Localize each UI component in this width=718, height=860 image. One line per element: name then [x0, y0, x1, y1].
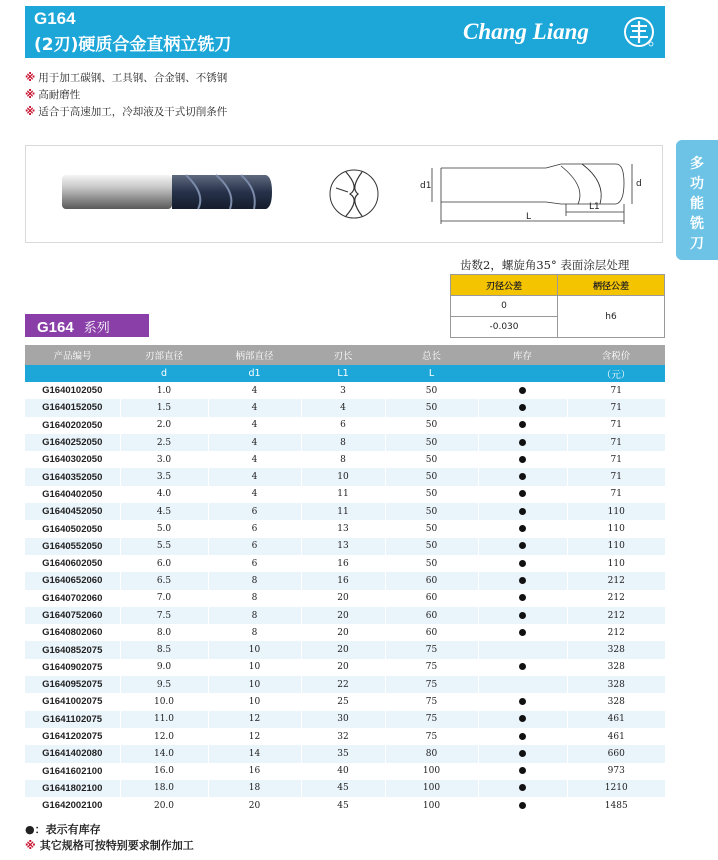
cell-shank-diameter: 8: [208, 572, 301, 589]
in-stock-dot-icon: [519, 542, 526, 549]
feature-item: [25, 70, 227, 87]
table-row: [25, 451, 665, 468]
cell-product-code: G1640902075: [25, 659, 120, 676]
col-symbol: L: [385, 365, 478, 382]
cell-shank-diameter: 16: [208, 763, 301, 780]
footnotes: [25, 822, 194, 854]
col-symbol: d1: [208, 365, 301, 382]
cell-overall-length: 50: [385, 503, 478, 520]
in-stock-dot-icon: [519, 663, 526, 670]
in-stock-dot-icon: [519, 715, 526, 722]
side-char: 能: [690, 196, 704, 212]
col-header: 总长: [385, 345, 478, 365]
cell-stock: [478, 382, 567, 399]
cell-shank-diameter: 10: [208, 659, 301, 676]
cell-blade-diameter: 10.0: [120, 693, 208, 710]
cell-price: 328: [567, 676, 665, 693]
cell-price: 212: [567, 572, 665, 589]
cell-flute-length: 13: [301, 520, 385, 537]
cell-price: 461: [567, 728, 665, 745]
spec-caption: 齿数2，螺旋角35° 表面涂层处理: [460, 258, 630, 272]
tol-shank-value: h6: [558, 296, 665, 338]
brand-name: Chang Liang: [463, 19, 589, 44]
table-row: [25, 417, 665, 434]
cell-flute-length: 20: [301, 641, 385, 658]
table-row: [25, 711, 665, 728]
cell-price: 110: [567, 555, 665, 572]
cell-price: 328: [567, 641, 665, 658]
cell-flute-length: 10: [301, 468, 385, 485]
cell-price: 212: [567, 607, 665, 624]
cell-stock: [478, 728, 567, 745]
cell-blade-diameter: 9.5: [120, 676, 208, 693]
table-row: [25, 503, 665, 520]
table-row: [25, 538, 665, 555]
cell-overall-length: 50: [385, 486, 478, 503]
cell-blade-diameter: 11.0: [120, 711, 208, 728]
footnote-text: ：表示有库存: [34, 823, 101, 836]
cell-stock: [478, 745, 567, 762]
in-stock-dot-icon: [519, 560, 526, 567]
cell-shank-diameter: 10: [208, 676, 301, 693]
col-symbol: d: [120, 365, 208, 382]
cell-overall-length: 50: [385, 538, 478, 555]
table-row: [25, 399, 665, 416]
cell-flute-length: 6: [301, 417, 385, 434]
in-stock-dot-icon: [519, 439, 526, 446]
cell-blade-diameter: 2.5: [120, 434, 208, 451]
side-char: 刀: [690, 236, 704, 252]
cell-product-code: G1640402050: [25, 486, 120, 503]
cell-shank-diameter: 14: [208, 745, 301, 762]
cell-price: 973: [567, 763, 665, 780]
cell-price: 71: [567, 468, 665, 485]
dimension-drawing: [432, 164, 632, 224]
cell-shank-diameter: 20: [208, 797, 301, 814]
cell-blade-diameter: 3.0: [120, 451, 208, 468]
cell-price: 461: [567, 711, 665, 728]
category-side-text: [676, 154, 718, 254]
cell-stock: [478, 572, 567, 589]
in-stock-dot-icon: [519, 594, 526, 601]
cell-shank-diameter: 8: [208, 607, 301, 624]
table-row: [25, 676, 665, 693]
in-stock-dot-icon: [519, 473, 526, 480]
cell-stock: [478, 468, 567, 485]
cell-blade-diameter: 5.0: [120, 520, 208, 537]
cell-overall-length: 75: [385, 676, 478, 693]
cell-product-code: G1641002075: [25, 693, 120, 710]
dim-label-l1: L1: [589, 202, 600, 212]
cell-price: 110: [567, 503, 665, 520]
cell-overall-length: 100: [385, 763, 478, 780]
cell-price: 71: [567, 399, 665, 416]
col-header: 含税价: [567, 345, 665, 365]
cell-blade-diameter: 4.5: [120, 503, 208, 520]
cell-flute-length: 45: [301, 780, 385, 797]
cell-flute-length: 20: [301, 624, 385, 641]
cell-product-code: G1640352050: [25, 468, 120, 485]
feature-mark: ※: [25, 89, 36, 101]
cell-overall-length: 75: [385, 641, 478, 658]
cell-overall-length: 50: [385, 417, 478, 434]
product-title: (2刃)硬质合金直柄立铣刀: [34, 35, 232, 55]
table-row: [25, 659, 665, 676]
in-stock-dot-icon: [519, 612, 526, 619]
cell-overall-length: 50: [385, 451, 478, 468]
col-header: 产品编号: [25, 345, 120, 365]
cell-shank-diameter: 6: [208, 520, 301, 537]
cell-shank-diameter: 4: [208, 399, 301, 416]
cell-product-code: G1640452050: [25, 503, 120, 520]
cell-shank-diameter: 4: [208, 382, 301, 399]
cell-price: 212: [567, 624, 665, 641]
table-row: [25, 572, 665, 589]
table-symbol-row: [25, 365, 665, 382]
table-row: [25, 624, 665, 641]
cell-blade-diameter: 8.5: [120, 641, 208, 658]
cell-product-code: G1641802100: [25, 780, 120, 797]
feature-item: [25, 87, 227, 104]
in-stock-dot-icon: [519, 629, 526, 636]
cell-shank-diameter: 4: [208, 434, 301, 451]
cell-overall-length: 50: [385, 434, 478, 451]
cell-stock: [478, 451, 567, 468]
cell-product-code: G1640652060: [25, 572, 120, 589]
cell-stock: [478, 486, 567, 503]
cell-flute-length: 16: [301, 572, 385, 589]
dim-label-l: L: [526, 212, 532, 222]
cell-flute-length: 11: [301, 503, 385, 520]
cell-product-code: G1640852075: [25, 641, 120, 658]
col-symbol: L1: [301, 365, 385, 382]
cell-product-code: G1641402080: [25, 745, 120, 762]
spec-table: [25, 345, 665, 814]
cell-flute-length: 3: [301, 382, 385, 399]
cell-flute-length: 20: [301, 590, 385, 607]
footnote-text: 其它规格可按特别要求制作加工: [39, 839, 194, 852]
cell-blade-diameter: 4.0: [120, 486, 208, 503]
cell-flute-length: 22: [301, 676, 385, 693]
cell-blade-diameter: 9.0: [120, 659, 208, 676]
cell-stock: [478, 503, 567, 520]
feature-mark: ※: [25, 72, 36, 84]
cell-product-code: G1640252050: [25, 434, 120, 451]
tolerance-table: [450, 274, 665, 338]
cell-blade-diameter: 1.0: [120, 382, 208, 399]
table-row: [25, 607, 665, 624]
cell-overall-length: 100: [385, 797, 478, 814]
table-row: [25, 641, 665, 658]
table-row: [25, 434, 665, 451]
cell-blade-diameter: 2.0: [120, 417, 208, 434]
table-row: [25, 486, 665, 503]
cell-shank-diameter: 10: [208, 693, 301, 710]
cell-overall-length: 75: [385, 659, 478, 676]
side-char: 铣: [690, 216, 704, 232]
cell-stock: [478, 399, 567, 416]
feature-text: 高耐磨性: [38, 89, 81, 101]
cell-stock: [478, 780, 567, 797]
cell-shank-diameter: 8: [208, 590, 301, 607]
side-char: 功: [690, 176, 704, 192]
cell-stock: [478, 624, 567, 641]
table-row: [25, 797, 665, 814]
cell-product-code: G1641202075: [25, 728, 120, 745]
cell-blade-diameter: 5.5: [120, 538, 208, 555]
cell-flute-length: 20: [301, 659, 385, 676]
cell-overall-length: 50: [385, 399, 478, 416]
category-side-tab[interactable]: [676, 140, 718, 260]
cell-flute-length: 4: [301, 399, 385, 416]
cell-flute-length: 16: [301, 555, 385, 572]
cell-product-code: G1642002100: [25, 797, 120, 814]
cell-overall-length: 50: [385, 382, 478, 399]
cell-flute-length: 11: [301, 486, 385, 503]
cell-overall-length: 60: [385, 590, 478, 607]
dim-label-d1: d1: [420, 181, 432, 191]
cell-overall-length: 75: [385, 693, 478, 710]
tol-header-shank: 柄径公差: [558, 275, 665, 296]
cell-flute-length: 32: [301, 728, 385, 745]
cell-overall-length: 75: [385, 711, 478, 728]
cell-product-code: G1640952075: [25, 676, 120, 693]
cell-product-code: G1640202050: [25, 417, 120, 434]
cell-flute-length: 13: [301, 538, 385, 555]
cell-flute-length: 8: [301, 434, 385, 451]
cell-stock: [478, 434, 567, 451]
feature-list: [25, 70, 227, 121]
feature-item: [25, 104, 227, 121]
cell-shank-diameter: 4: [208, 417, 301, 434]
cell-blade-diameter: 3.5: [120, 468, 208, 485]
in-stock-dot-icon: [519, 767, 526, 774]
col-header: 库存: [478, 345, 567, 365]
end-view-icon: [330, 170, 378, 218]
cell-flute-length: 30: [301, 711, 385, 728]
cell-price: 71: [567, 486, 665, 503]
in-stock-dot-icon: [519, 698, 526, 705]
cell-blade-diameter: 6.5: [120, 572, 208, 589]
cell-blade-diameter: 6.0: [120, 555, 208, 572]
in-stock-dot-icon: [519, 802, 526, 809]
spec-table-body: [25, 382, 665, 814]
cell-blade-diameter: 8.0: [120, 624, 208, 641]
table-row: [25, 468, 665, 485]
table-row: [25, 780, 665, 797]
cell-stock: [478, 693, 567, 710]
cell-blade-diameter: 12.0: [120, 728, 208, 745]
product-code: G164: [34, 9, 76, 28]
cell-price: 660: [567, 745, 665, 762]
cell-flute-length: 20: [301, 607, 385, 624]
side-char: 多: [690, 156, 704, 172]
footnote-mark: ※: [25, 839, 36, 852]
cell-price: 110: [567, 538, 665, 555]
cell-stock: [478, 659, 567, 676]
cell-blade-diameter: 7.5: [120, 607, 208, 624]
tool-drawing-panel: [25, 145, 663, 243]
cell-shank-diameter: 6: [208, 503, 301, 520]
cell-product-code: G1640552050: [25, 538, 120, 555]
cell-shank-diameter: 6: [208, 555, 301, 572]
cell-shank-diameter: 4: [208, 468, 301, 485]
cell-stock: [478, 607, 567, 624]
cell-overall-length: 60: [385, 572, 478, 589]
cell-blade-diameter: 14.0: [120, 745, 208, 762]
cell-product-code: G1640752060: [25, 607, 120, 624]
cell-blade-diameter: 16.0: [120, 763, 208, 780]
cell-shank-diameter: 12: [208, 711, 301, 728]
in-stock-dot-icon: [519, 577, 526, 584]
cell-overall-length: 60: [385, 607, 478, 624]
dim-label-d: d: [636, 179, 642, 189]
table-row: [25, 745, 665, 762]
cell-shank-diameter: 8: [208, 624, 301, 641]
footnote-item: [25, 822, 194, 838]
cell-product-code: G1640502050: [25, 520, 120, 537]
cell-product-code: G1641602100: [25, 763, 120, 780]
cell-overall-length: 50: [385, 520, 478, 537]
cell-overall-length: 50: [385, 555, 478, 572]
cell-price: 71: [567, 451, 665, 468]
cell-overall-length: 80: [385, 745, 478, 762]
tol-header-blade: 刃径公差: [451, 275, 558, 296]
tol-blade-lower: -0.030: [451, 317, 558, 338]
cell-product-code: G1640102050: [25, 382, 120, 399]
in-stock-dot-icon: [519, 750, 526, 757]
tol-blade-upper: 0: [451, 296, 558, 317]
table-row: [25, 555, 665, 572]
in-stock-dot-icon: [519, 525, 526, 532]
cell-blade-diameter: 7.0: [120, 590, 208, 607]
cell-overall-length: 50: [385, 468, 478, 485]
feature-mark: ※: [25, 106, 36, 118]
feature-text: 适合于高速加工，冷却液及干式切削条件: [38, 106, 228, 118]
end-mill-photo: [62, 175, 272, 209]
table-row: [25, 382, 665, 399]
table-row: [25, 763, 665, 780]
cell-shank-diameter: 6: [208, 538, 301, 555]
cell-stock: [478, 555, 567, 572]
cell-blade-diameter: 1.5: [120, 399, 208, 416]
cell-stock: [478, 763, 567, 780]
cell-price: 71: [567, 382, 665, 399]
in-stock-dot-icon: [519, 733, 526, 740]
cell-flute-length: 45: [301, 797, 385, 814]
table-row: [25, 693, 665, 710]
col-header: 刃部直径: [120, 345, 208, 365]
cell-product-code: G1640302050: [25, 451, 120, 468]
cell-blade-diameter: 20.0: [120, 797, 208, 814]
cell-product-code: G1641102075: [25, 711, 120, 728]
cell-blade-diameter: 18.0: [120, 780, 208, 797]
in-stock-dot-icon: [519, 421, 526, 428]
in-stock-dot-icon: [519, 387, 526, 394]
cell-overall-length: 100: [385, 780, 478, 797]
cell-stock: [478, 676, 567, 693]
cell-price: 1485: [567, 797, 665, 814]
cell-price: 71: [567, 434, 665, 451]
changliang-logo-icon: [623, 16, 655, 48]
col-symbol: [478, 365, 567, 382]
cell-flute-length: 25: [301, 693, 385, 710]
footnote-item: [25, 838, 194, 854]
series-label: [25, 314, 149, 337]
cell-product-code: G1640152050: [25, 399, 120, 416]
cell-price: 212: [567, 590, 665, 607]
cell-shank-diameter: 4: [208, 451, 301, 468]
cell-stock: [478, 520, 567, 537]
header-banner: [25, 6, 665, 58]
cell-stock: [478, 797, 567, 814]
cell-flute-length: 35: [301, 745, 385, 762]
cell-shank-diameter: 12: [208, 728, 301, 745]
cell-flute-length: 40: [301, 763, 385, 780]
cell-stock: [478, 417, 567, 434]
cell-price: 110: [567, 520, 665, 537]
in-stock-dot-icon: [519, 784, 526, 791]
cell-stock: [478, 711, 567, 728]
in-stock-dot-icon: [519, 508, 526, 515]
cell-price: 71: [567, 417, 665, 434]
cell-overall-length: 75: [385, 728, 478, 745]
in-stock-dot-icon: [519, 456, 526, 463]
col-header: 刃长: [301, 345, 385, 365]
cell-flute-length: 8: [301, 451, 385, 468]
series-suffix: 系列: [83, 321, 110, 336]
cell-stock: [478, 641, 567, 658]
cell-shank-diameter: 18: [208, 780, 301, 797]
table-header-row: [25, 345, 665, 365]
cell-shank-diameter: 10: [208, 641, 301, 658]
cell-stock: [478, 538, 567, 555]
cell-product-code: G1640702060: [25, 590, 120, 607]
table-row: [25, 590, 665, 607]
col-symbol: [25, 365, 120, 382]
col-header: 柄部直径: [208, 345, 301, 365]
cell-overall-length: 60: [385, 624, 478, 641]
in-stock-dot-icon: [519, 404, 526, 411]
feature-text: 用于加工碳钢、工具钢、合金钢、不锈钢: [38, 72, 228, 84]
cell-stock: [478, 590, 567, 607]
footnote-mark: ●: [25, 823, 35, 836]
series-code: G164: [37, 319, 74, 336]
col-symbol: （元）: [567, 365, 665, 382]
table-row: [25, 728, 665, 745]
table-row: [25, 520, 665, 537]
cell-product-code: G1640802060: [25, 624, 120, 641]
cell-price: 1210: [567, 780, 665, 797]
cell-price: 328: [567, 659, 665, 676]
cell-price: 328: [567, 693, 665, 710]
in-stock-dot-icon: [519, 490, 526, 497]
end-mill-drawing: [26, 146, 664, 244]
cell-product-code: G1640602050: [25, 555, 120, 572]
cell-shank-diameter: 4: [208, 486, 301, 503]
